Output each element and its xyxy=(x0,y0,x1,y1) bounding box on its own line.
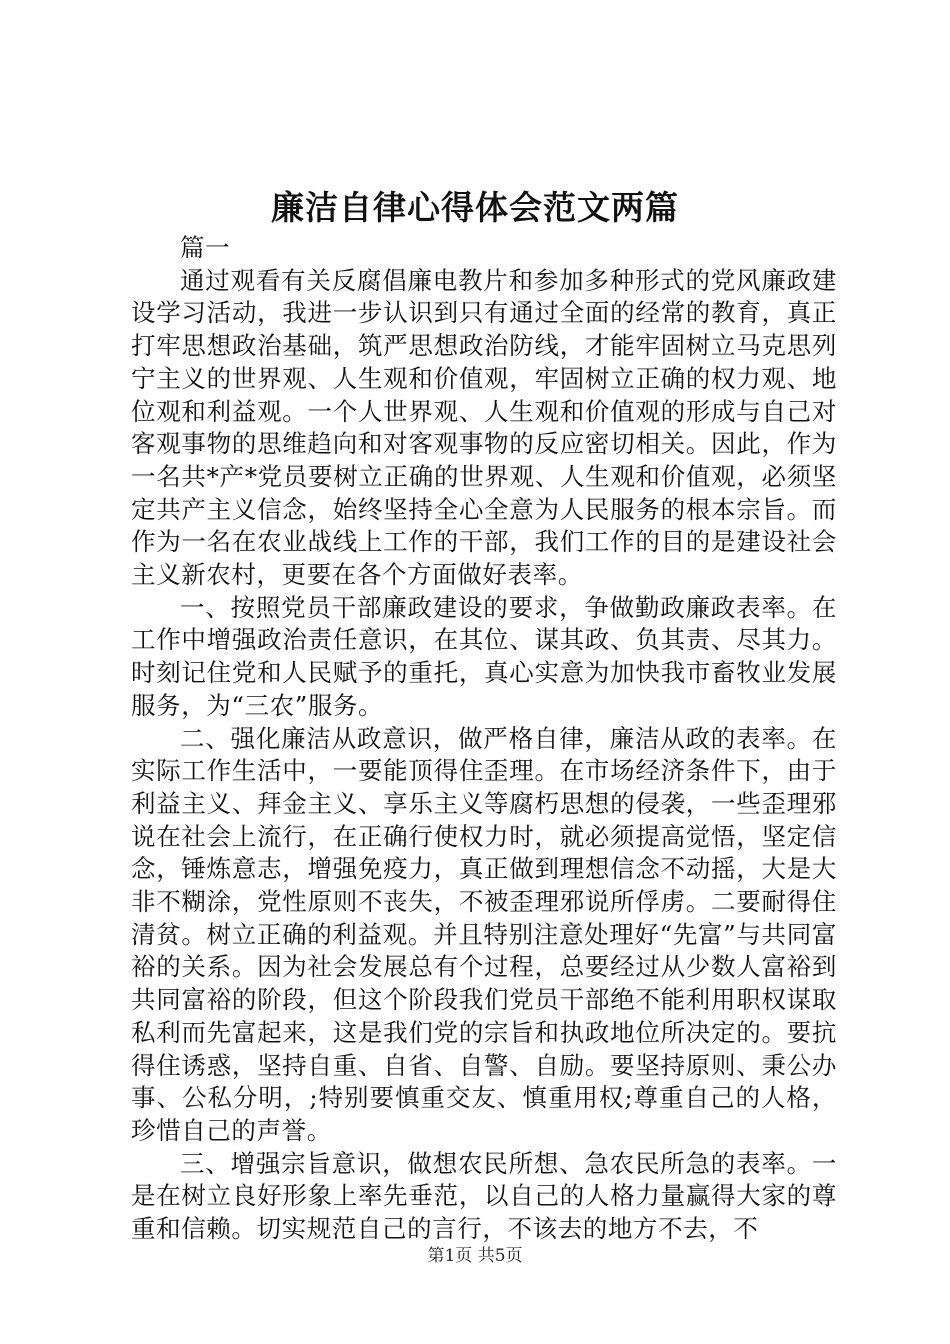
document-title: 廉洁自律心得体会范文两篇 xyxy=(271,188,679,227)
paragraph-intro: 通过观看有关反腐倡廉电教片和参加多种形式的党风廉政建设学习活动，我进一步认识到只有通过全面的经常的教育，真正打牢思想政治基础，筑严思想政治防线，才能牢固树立马克思列宁主义的世界观、人生观和价值观，牢固树立正确的权力观、地位观和利益观。一个人世界观、人生观和价值观的形成与自己对客观事物的思维趋向和对客观事物的反应密切相关。因此，作为一名共*产*党员要树立正确的世界观、人生观和价值观，必须坚定共产主义信念，始终坚持全心全意为人民服务的根本宗旨。而作为一名在农业战线上工作的干部，我们工作的目的是建设社会主义新农村，更要在各个方面做好表率。 xyxy=(131,265,837,590)
page-footer xyxy=(0,1244,950,1268)
paragraph-point-three: 三、增强宗旨意识，做想农民所想、急农民所急的表率。一是在树立良好形象上率先垂范，以自己的人格力量赢得大家的尊重和信赖。切实规范自己的言行，不该去的地方不去，不 xyxy=(131,1148,837,1244)
page-indicator: 第1页 共5页 xyxy=(427,1246,523,1266)
paragraph-point-two: 二、强化廉洁从政意识，做严格自律，廉洁从政的表率。在实际工作生活中，一要能顶得住歪理。在市场经济条件下，由于利益主义、拜金主义、享乐主义等腐朽思想的侵袭，一些歪理邪说在社会上流行，在正确行使权力时，就必须提高觉悟，坚定信念，锤炼意志，增强免疫力，真正做到理想信念不动摇，大是大非不糊涂，党性原则不丧失，不被歪理邪说所俘虏。二要耐得住清贫。树立正确的利益观。并且特别注意处理好“先富”与共同富裕的关系。因为社会发展总有个过程，总要经过从少数人富裕到共同富裕的阶段，但这个阶段我们党员干部绝不能利用职权谋取私利而先富起来，这是我们党的宗旨和执政地位所决定的。要抗得住诱惑，坚持自重、自省、自警、自励。要坚持原则、秉公办事、公私分明，;特别要慎重交友、慎重用权;尊重自己的人格，珍惜自己的声誉。 xyxy=(131,723,837,1145)
paragraph-point-one: 一、按照党员干部廉政建设的要求，争做勤政廉政表率。在工作中增强政治责任意识，在其位、谋其政、负其责、尽其力。时刻记住党和人民赋予的重托，真心实意为加快我市畜牧业发展服务，为“三农”服务。 xyxy=(131,592,837,720)
section-label: 篇一 xyxy=(180,233,231,262)
document-body xyxy=(131,232,837,1246)
